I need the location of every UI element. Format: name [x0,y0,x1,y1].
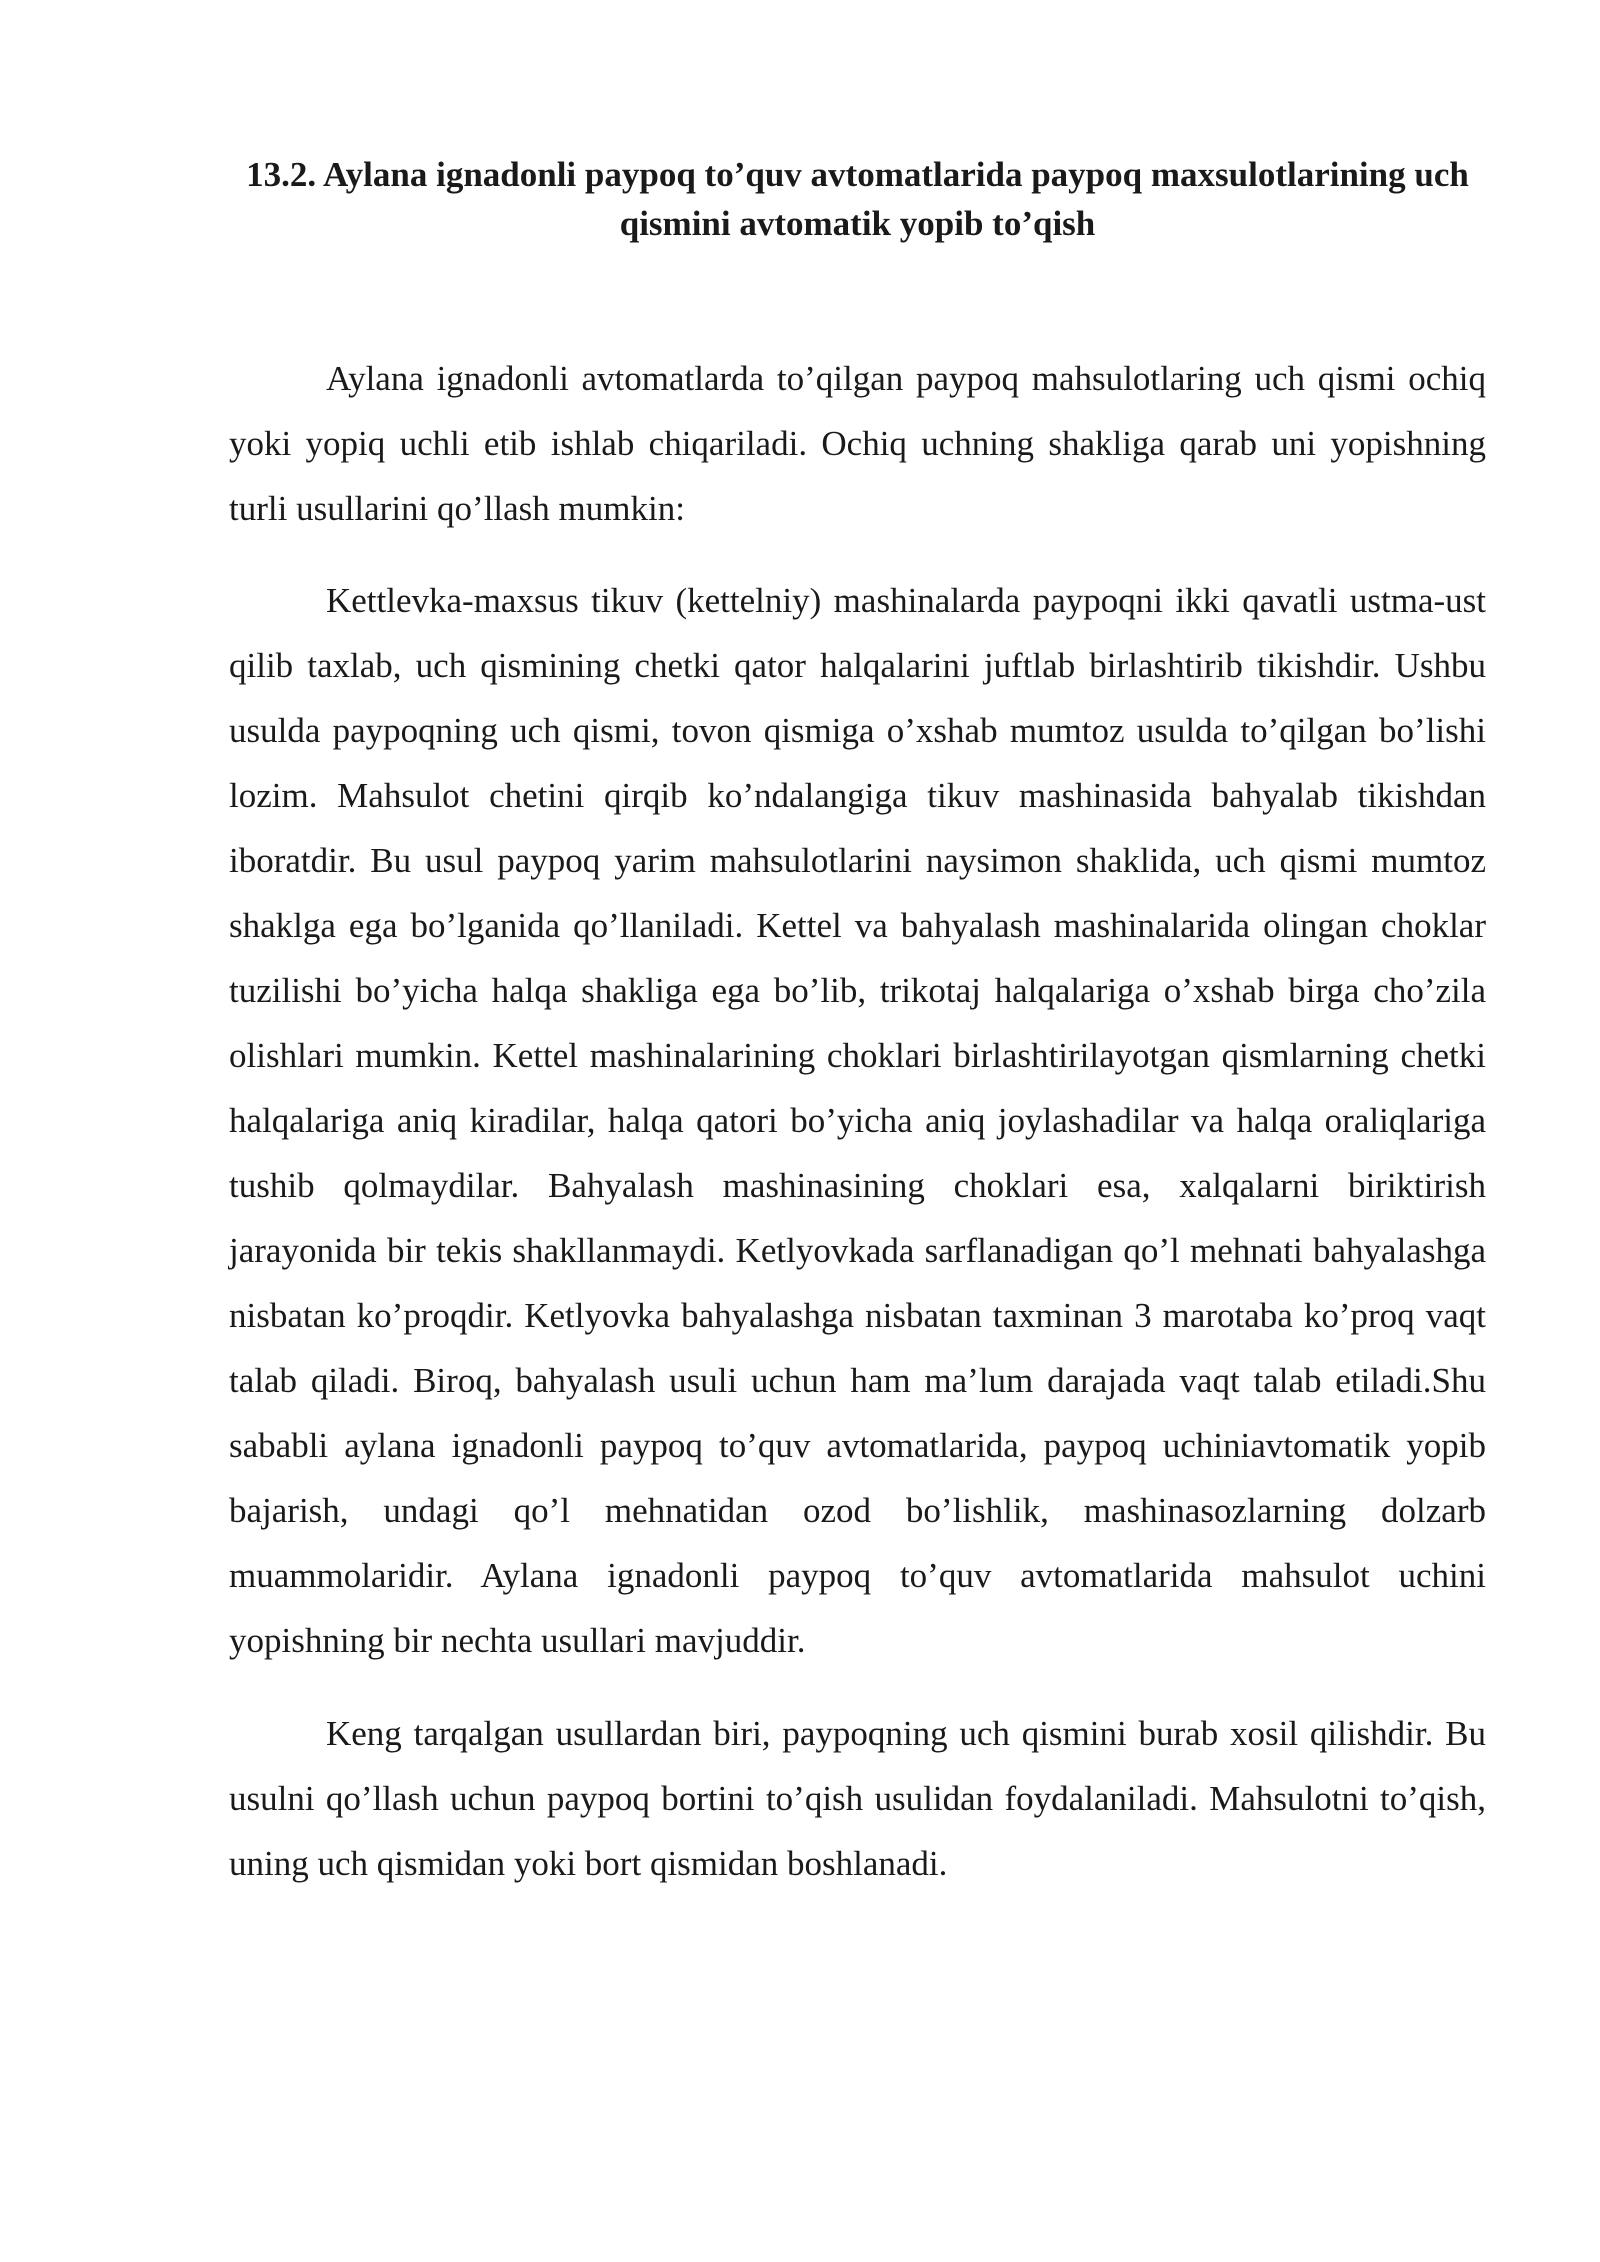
paragraph-twist-method: Keng tarqalgan usullardan biri, paypoqning uch qismini burab xosil qilishdir. Bu usulni qo’llash uchun paypoq bortini to’qish usulidan foydalaniladi. Mahsulotni to’qish, uning uch qismidan yoki bort qismidan boshlanadi. [229,1714,1486,1883]
paragraph-kettlevka: Kettlevka-maxsus tikuv (kettelniy) mashinalarda paypoqni ikki qavatli ustma-ust qilib taxlab, uch qismining chetki qator halqalarini juftlab birlashtirib tikishdir. Ushbu usulda paypoqning uch qismi, tovon qismiga o’xshab mumtoz usulda to’qilgan bo’lishi lozim. Mahsulot chetini qirqib ko’ndalangiga tikuv mashinasida bahyalab tikishdan iboratdir. Bu usul paypoq yarim mahsulotlarini naysimon shaklida, uch qismi mumtoz shaklga ega bo’lganida qo’llaniladi. Kettel va bahyalash mashinalarida olingan choklar tuzilishi bo’yicha halqa shakliga ega bo’lib, trikotaj halqalariga o’xshab birga cho’zila olishlari mumkin. Kettel mashinalarining choklari birlashtirilayotgan qismlarning chetki halqalariga aniq kiradilar, halqa qatori bo’yicha aniq joylashadilar va halqa oraliqlariga tushib qolmaydilar. Bahyalash mashinasining choklari esa, xalqalarni biriktirish jarayonida bir tekis shakllanmaydi. Ketlyovkada sarflanadigan qo’l mehnati bahyalashga nisbatan ko’proqdir. Ketlyovka bahyalashga nisbatan taxminan 3 marotaba ko’proq vaqt talab qiladi. Biroq, bahyalash usuli uchun ham ma’lum darajada vaqt talab etiladi.Shu sababli aylana ignadonli paypoq to’quv avtomatlarida, paypoq uchiniavtomatik yopib bajarish, undagi qo’l mehnatidan ozod bo’lishlik, mashinasozlarning dolzarb muammolaridir. Aylana ignadonli paypoq to’quv avtomatlarida mahsulot uchini yopishning bir nechta usullari mavjuddir. [229,581,1486,1660]
section-title: 13.2. Aylana ignadonli paypoq to’quv avtomatlarida paypoq maxsulotlarining uch qismini avtomatik yopib to’qish [246,155,1469,243]
page-content [229,150,1486,1896]
paragraph-intro: Aylana ignadonli avtomatlarda to’qilgan paypoq mahsulotlaring uch qismi ochiq yoki yopiq uchli etib ishlab chiqariladi. Ochiq uchning shakliga qarab uni yopishning turli usullarini qo’llash mumkin: [229,359,1486,528]
